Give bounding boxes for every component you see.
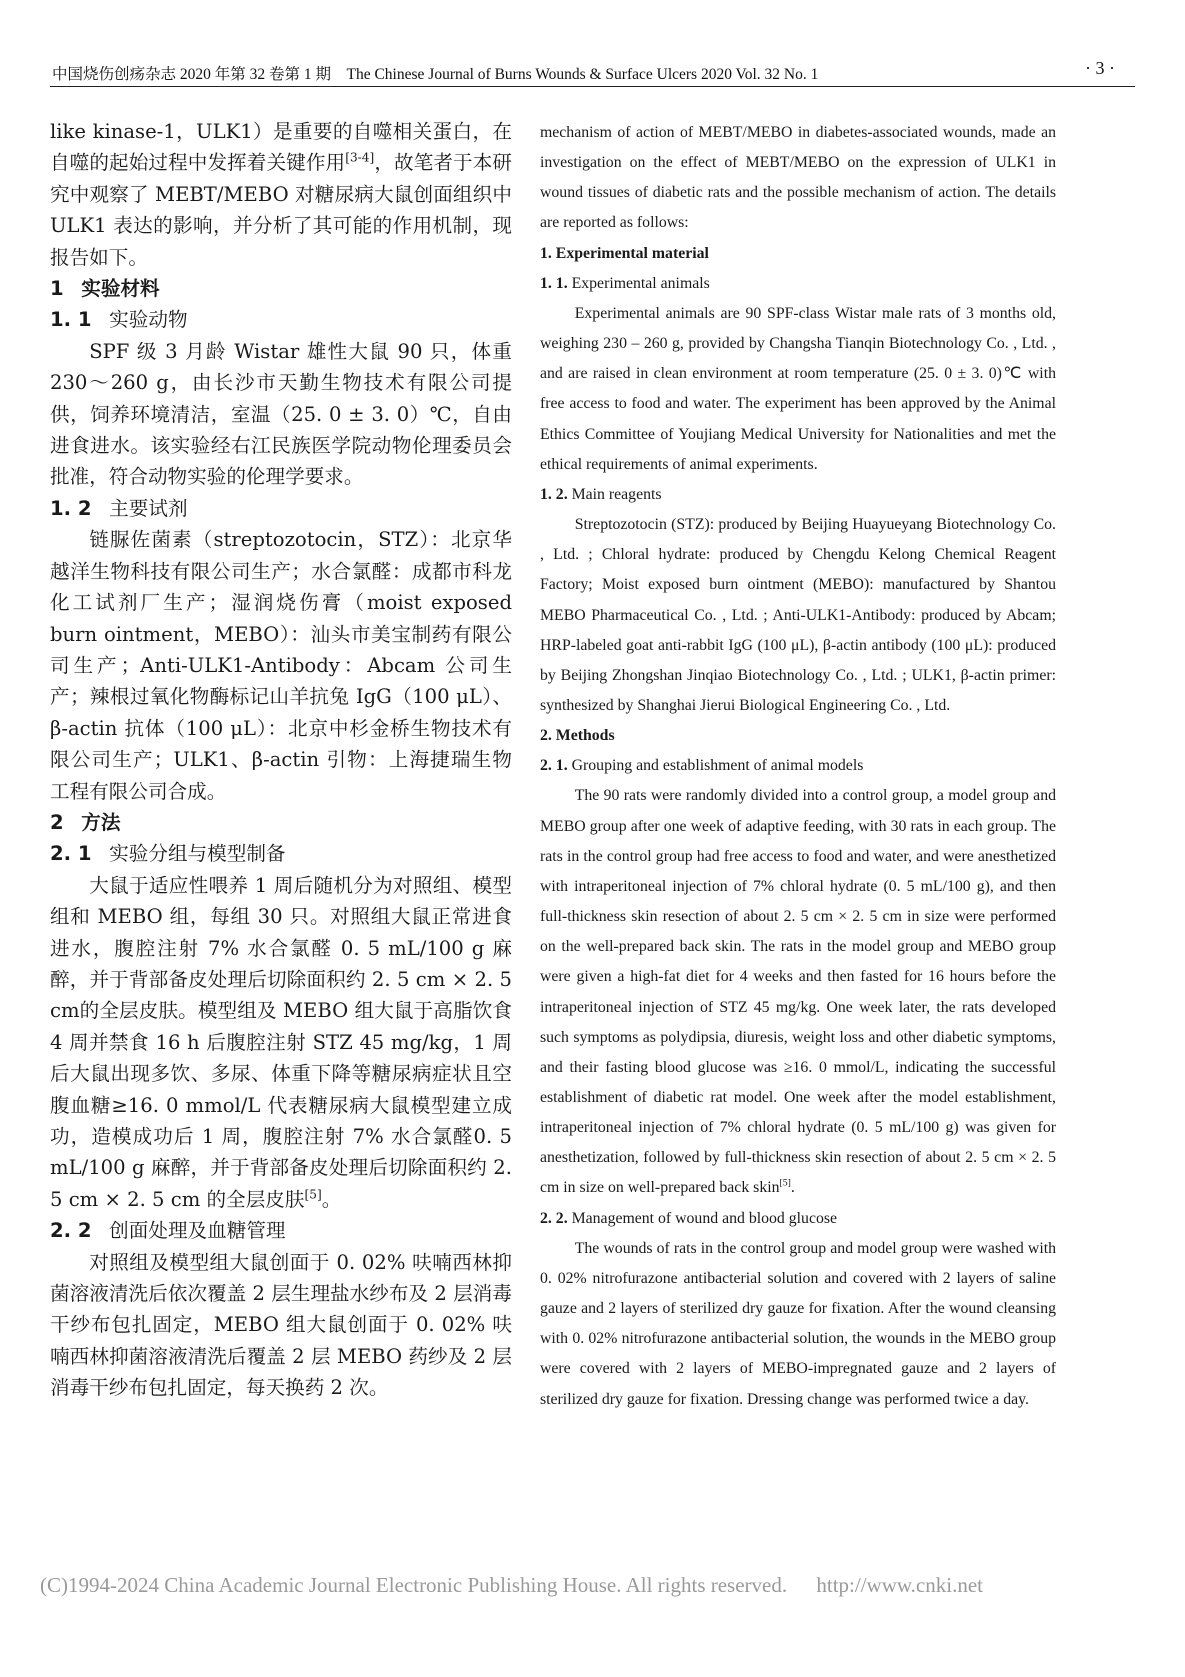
copyright-text: (C)1994-2024 China Academic Journal Electronic Publishing House. All rights reserved. xyxy=(40,1573,788,1597)
zh-section-1-1-heading: 1. 1 实验动物 xyxy=(50,308,188,332)
en-section-1-1-heading: 1. 1. Experimental animals xyxy=(540,274,710,292)
zh-section-2-heading: 2 方法 xyxy=(50,810,121,834)
en-section-1-heading: 1. Experimental material xyxy=(540,244,709,262)
copyright-footer xyxy=(40,1573,1150,1598)
zh-section-1-heading: 1 实验材料 xyxy=(50,277,160,301)
english-column xyxy=(540,118,1056,1415)
en-section-2-2-heading: 2. 2. Management of wound and blood glucose xyxy=(540,1209,838,1227)
zh-2-1-citation: [5] xyxy=(304,1187,322,1202)
en-intro-paragraph: mechanism of action of MEBT/MEBO in diabetes-associated wounds, made an investigation on the effect of MEBT/MEBO on the expression of ULK1 in wound tissues of diabetic rats and the possible mechanism of action. The details are reported as follows: xyxy=(540,124,1056,232)
zh-section-2-2-text: 对照组及模型组大鼠创面于 0. 02% 呋喃西林抑菌溶液清洗后依次覆盖 2 层生理盐水纱布及 2 层消毒干纱布包扎固定，MEBO 组大鼠创面于 0. 02% 呋喃西林抑菌溶液清洗后覆盖 2 层 MEBO 药纱及 2 层消毒干纱布包扎固定，每天换药 2 次。 xyxy=(50,1250,512,1400)
en-section-1-2-text: Streptozotocin (STZ): produced by Beijing Huayueyang Biotechnology Co. , Ltd. ; Chloral hydrate: produced by Chengdu Kelong Chemical Reagent Factory; Moist exposed burn ointment (MEBO): manufactured by Shantou MEBO Pharmaceutical Co. , Ltd. ; Anti-ULK1-Antibody: produced by Abcam; HRP-labeled goat anti-rabbit IgG (100 μL), β-actin antibody (100 μL): produced by Beijing Zhongshan Jinqiao Biotechnology Co. , Ltd. ; ULK1, β-actin primer: synthesized by Shanghai Jierui Biological Engineering Co. , Ltd. xyxy=(540,516,1056,714)
en-section-2-1-text: The 90 rats were randomly divided into a control group, a model group and MEBO group after one week of adaptive feeding, with 30 rats in each group. The rats in the control group had free access to food and water, and were anesthetized with intraperitoneal injection of 7% chloral hydrate (0. 5 mL/100 g), and then full-thickness skin resection of about 2. 5 cm × 2. 5 cm in size were performed on the well-prepared back skin. The rats in the model group and MEBO group were given a high-fat diet for 4 weeks and then fasted for 16 hours before the intraperitoneal injection of STZ 45 mg/kg. One week later, the rats developed such symptoms as polydipsia, diuresis, weight loss and other diabetic symptoms, and their fasting blood glucose was ≥16. 0 mmol/L, indicating the successful establishment of diabetic rat model. One week after the model establishment, intraperitoneal injection of 7% chloral hydrate (0. 5 mL/100 g) was given for anesthetization, followed by full-thickness skin resection of about 2. 5 cm × 2. 5 cm in size on well-prepared back skin[5]. xyxy=(540,787,1056,1197)
zh-section-2-2-heading: 2. 2 创面处理及血糖管理 xyxy=(50,1219,286,1243)
zh-section-2-1-text: 大鼠于适应性喂养 1 周后随机分为对照组、模型组和 MEBO 组，每组 30 只。对照组大鼠正常进食进水，腹腔注射 7% 水合氯醛 0. 5 mL/100 g 麻醉，并于背部备皮处理后切除面积约 2. 5 cm × 2. 5 cm的全层皮肤。模型组及 MEBO 组大鼠于高脂饮食 4 周并禁食 16 h 后腹腔注射 STZ 45 mg/kg，1 周后大鼠出现多饮、多尿、体重下降等糖尿病症状且空腹血糖≥16. 0 mmol/L 代表糖尿病大鼠模型建立成功，造模成功后 1 周，腹腔注射 7% 水合氯醛0. 5 mL/100 g 麻醉，并于背部备皮处理后切除面积约 2. 5 cm × 2. 5 cm 的全层皮肤[5]。 xyxy=(50,873,512,1211)
zh-section-1-1-text: SPF 级 3 月龄 Wistar 雄性大鼠 90 只，体重 230～260 g，由长沙市天勤生物技术有限公司提供，饲养环境清洁，室温（25. 0 ± 3. 0）℃，自由进食进水。该实验经右江民族医学院动物伦理委员会批准，符合动物实验的伦理学要求。 xyxy=(50,339,512,489)
running-header xyxy=(52,58,1133,84)
en-section-2-2-text: The wounds of rats in the control group and model group were washed with 0. 02% nitrofurazone antibacterial solution and covered with 2 layers of saline gauze and 2 layers of sterilized dry gauze for fixation. After the wound cleansing with 0. 02% nitrofurazone antibacterial solution, the wounds in the MEBO group were covered with 2 layers of MEBO-impregnated gauze and 2 layers of sterilized dry gauze for fixation. Dressing change was performed twice a day. xyxy=(540,1239,1056,1408)
en-section-1-1-text: Experimental animals are 90 SPF-class Wistar male rats of 3 months old, weighing 230 – 260 g, provided by Changsha Tianqin Biotechnology Co. , Ltd. , and are raised in clean environment at room temperature (25. 0 ± 3. 0)℃ with free access to food and water. The experiment has been approved by the Animal Ethics Committee of Youjiang Medical University for Nationalities and met the ethical requirements of animal experiments. xyxy=(540,304,1056,473)
cnki-url: http://www.cnki.net xyxy=(816,1573,983,1597)
en-section-2-1-heading: 2. 1. Grouping and establishment of animal models xyxy=(540,757,864,775)
zh-intro-citation: [3-4] xyxy=(345,150,375,165)
chinese-column xyxy=(50,116,512,1404)
en-2-1-citation: [5] xyxy=(779,1178,791,1190)
zh-intro-paragraph: like kinase-1，ULK1）是重要的自噬相关蛋白，在自噬的起始过程中发挥着关键作用[3-4]，故笔者于本研究中观察了 MEBT/MEBO 对糖尿病大鼠创面组织中 ULK1 表达的影响，并分析了其可能的作用机制，现报告如下。 xyxy=(50,120,513,269)
header-rule xyxy=(50,86,1135,87)
page-number: · 3 · xyxy=(1085,58,1115,78)
en-section-1-2-heading: 1. 2. Main reagents xyxy=(540,485,662,503)
header-journal-info: 中国烧伤创疡杂志 2020 年第 32 卷第 1 期 The Chinese Journal of Burns Wounds & Surface Ulcers 2020 Vol. 32 No. 1 xyxy=(52,66,819,83)
zh-section-2-1-heading: 2. 1 实验分组与模型制备 xyxy=(50,842,286,866)
zh-section-1-2-heading: 1. 2 主要试剂 xyxy=(50,496,188,520)
en-section-2-heading: 2. Methods xyxy=(540,727,615,745)
zh-section-1-2-text: 链脲佐菌素（streptozotocin，STZ）：北京华越洋生物科技有限公司生产；水合氯醛：成都市科龙化工试剂厂生产；湿润烧伤膏（moist exposed burn ointment，MEBO）：汕头市美宝制药有限公司生产；Anti-ULK1-Antibody：Abcam 公司生产；辣根过氧化物酶标记山羊抗兔 IgG（100 μL）、β-actin 抗体（100 μL）：北京中杉金桥生物技术有限公司生产；ULK1、β-actin 引物：上海捷瑞生物工程有限公司合成。 xyxy=(50,528,512,803)
